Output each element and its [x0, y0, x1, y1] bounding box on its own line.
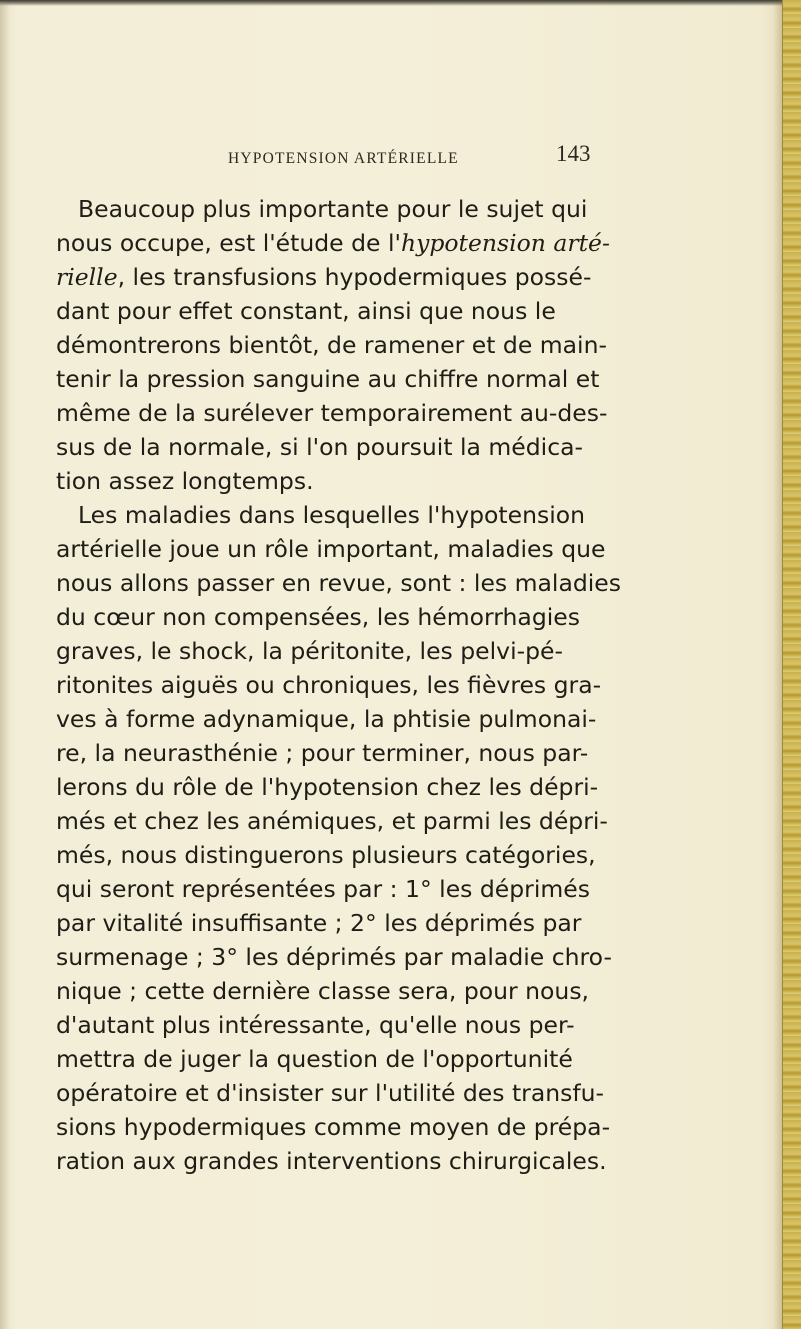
text-line: més, nous distinguerons plusieurs catégories, — [56, 841, 596, 869]
text-line: ves à forme adynamique, la phtisie pulmonai- — [56, 705, 597, 733]
text-line: démontrerons bientôt, de ramener et de main- — [56, 331, 607, 359]
text-line: re, la neurasthénie ; pour terminer, nous par- — [56, 739, 589, 767]
text-line: nique ; cette dernière classe sera, pour nous, — [56, 977, 590, 1005]
text-line: dant pour effet constant, ainsi que nous le — [56, 297, 556, 325]
page-top-edge — [0, 0, 801, 6]
text-line: qui seront représentées par : 1° les déprimés — [56, 875, 590, 903]
text-line: nous allons passer en revue, sont : les maladies — [56, 569, 621, 597]
text-line: Beaucoup plus importante pour le sujet qui — [78, 195, 588, 223]
text-line: sus de la normale, si l'on poursuit la médica- — [56, 433, 584, 461]
text-line: mettra de juger la question de l'opportunité — [56, 1045, 573, 1073]
running-head: HYPOTENSION ARTÉRIELLE — [228, 150, 459, 167]
text-line: més et chez les anémiques, et parmi les dépri- — [56, 807, 608, 835]
text-line: artérielle joue un rôle important, maladies que — [56, 535, 606, 563]
page-number: 143 — [556, 141, 591, 166]
text-line-segment: , les transfusions hypodermiques possé- — [117, 263, 592, 291]
text-line: du cœur non compensées, les hémorrhagies — [56, 603, 580, 631]
text-line: par vitalité insuffisante ; 2° les déprimés par — [56, 909, 582, 937]
text-line — [56, 229, 610, 257]
page-gutter — [0, 0, 10, 1329]
text-line — [56, 263, 592, 291]
gilded-fore-edge — [782, 0, 801, 1329]
text-line: surmenage ; 3° les déprimés par maladie chro- — [56, 943, 612, 971]
text-line: graves, le shock, la péritonite, les pelvi-pé- — [56, 637, 563, 665]
text-line: d'autant plus intéressante, qu'elle nous per- — [56, 1011, 575, 1039]
text-line: opératoire et d'insister sur l'utilité des transfu- — [56, 1079, 605, 1107]
text-line: Les maladies dans lesquelles l'hypotension — [78, 501, 586, 529]
text-line: ritonites aiguës ou chroniques, les fièvres gra- — [56, 671, 602, 699]
text-line: lerons du rôle de l'hypotension chez les dépri- — [56, 773, 599, 801]
text-line-segment: nous occupe, est l'étude de l' — [56, 229, 401, 257]
italic-term: rielle — [56, 263, 118, 291]
text-line: sions hypodermiques comme moyen de prépa- — [56, 1113, 611, 1141]
text-line: même de la surélever temporairement au-des- — [56, 399, 608, 427]
text-line: tenir la pression sanguine au chiffre normal et — [56, 365, 600, 393]
italic-term: hypotension arté- — [400, 229, 610, 257]
text-line: tion assez longtemps. — [56, 467, 314, 495]
text-line: ration aux grandes interventions chirurgicales. — [56, 1147, 607, 1175]
